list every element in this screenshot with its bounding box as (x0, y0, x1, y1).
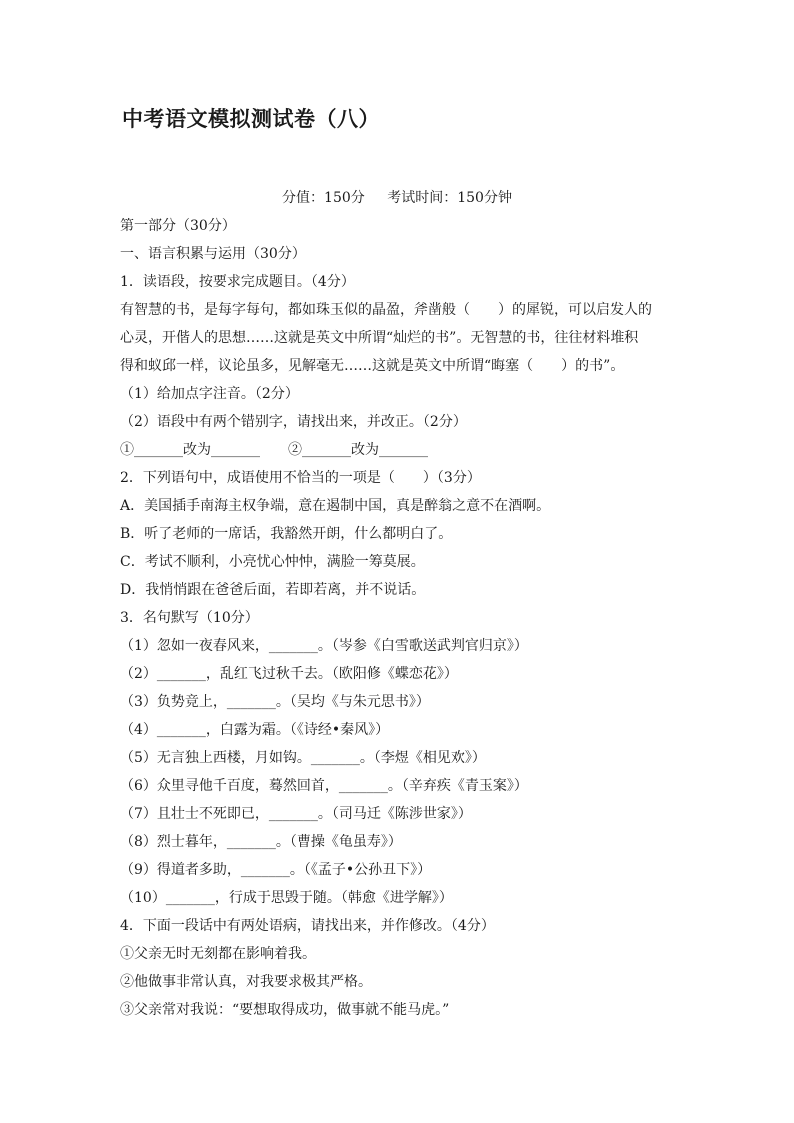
q3-item: （6）众里寻他千百度，蓦然回首，_______。（辛弃疾《青玉案》） (120, 778, 528, 794)
question-3-heading: 3．名句默写（10分） (120, 610, 259, 626)
q1-passage-line: 得和蚁邱一样，议论虽多，见解毫无……这就是英文中所谓“晦塞（ ）的书”。 (120, 358, 625, 374)
score-label: 分值：150分 (282, 190, 365, 206)
section-heading: 一、语言积累与运用（30分） (120, 246, 306, 262)
exam-content (120, 212, 680, 1024)
question-4-heading: 4．下面一段话中有两处语病，请找出来，并作修改。（4分） (120, 918, 495, 934)
q1-passage-line: 有智慧的书，是每字每句，都如珠玉似的晶盈，斧凿般（ ）的犀锐，可以启发人的 (120, 302, 652, 318)
q4-item: ①父亲无时无刻都在影响着我。 (120, 946, 316, 962)
q4-item: ③父亲常对我说：“要想取得成功，做事就不能马虎。” (120, 1002, 450, 1018)
q1-answer-blanks: ①_______改为_______ ②_______改为_______ (120, 442, 428, 458)
q3-item: （7）且壮士不死即已，_______。（司马迁《陈涉世家》） (120, 806, 472, 822)
q3-item: （1）忽如一夜春风来，_______。（岑参《白雪歌送武判官归京》） (120, 638, 528, 654)
page-title: 中考语文模拟测试卷（八） (122, 107, 380, 131)
q3-item: （9）得道者多助，_______。（《孟子•公孙丑下》） (120, 862, 432, 878)
q1-passage-line: 心灵，开偕人的思想……这就是英文中所谓“灿烂的书”。无智慧的书，往往材料堆积 (120, 330, 639, 346)
question-2-heading: 2．下列语句中，成语使用不恰当的一项是（ ）（3分） (120, 470, 481, 486)
q2-option: D．我悄悄跟在爸爸后面，若即若离，并不说话。 (120, 582, 426, 598)
q2-option: B．听了老师的一席话，我豁然开朗，什么都明白了。 (120, 526, 453, 542)
q4-item: ②他做事非常认真，对我要求极其严格。 (120, 974, 372, 990)
part-heading: 第一部分（30分） (120, 218, 236, 234)
q3-item: （5）无言独上西楼，月如钩。_______。（李煜《相见欢》） (120, 750, 486, 766)
q3-item: （10）_______，行成于思毁于随。（韩愈《进学解》） (120, 890, 453, 906)
q1-sub-question: （2）语段中有两个错别字，请找出来，并改正。（2分） (120, 414, 467, 430)
q2-option: C．考试不顺利，小亮忧心忡忡，满脸一筹莫展。 (120, 554, 425, 570)
q2-option: A．美国插手南海主权争端，意在遏制中国，真是醉翁之意不在酒啊。 (120, 498, 551, 514)
q3-item: （4）_______，白露为霜。（《诗经•秦风》） (120, 722, 390, 738)
exam-meta (0, 187, 794, 207)
time-label: 考试时间：150分钟 (387, 190, 512, 206)
q1-sub-question: （1）给加点字注音。（2分） (120, 386, 299, 402)
q3-item: （8）烈士暮年，_______。（曹操《龟虽寿》） (120, 834, 402, 850)
q3-item: （2）_______，乱红飞过秋千去。（欧阳修《蝶恋花》） (120, 666, 458, 682)
question-1-heading: 1．读语段，按要求完成题目。（4分） (120, 274, 355, 290)
q3-item: （3）负势竞上，_______。（吴均《与朱元思书》） (120, 694, 430, 710)
